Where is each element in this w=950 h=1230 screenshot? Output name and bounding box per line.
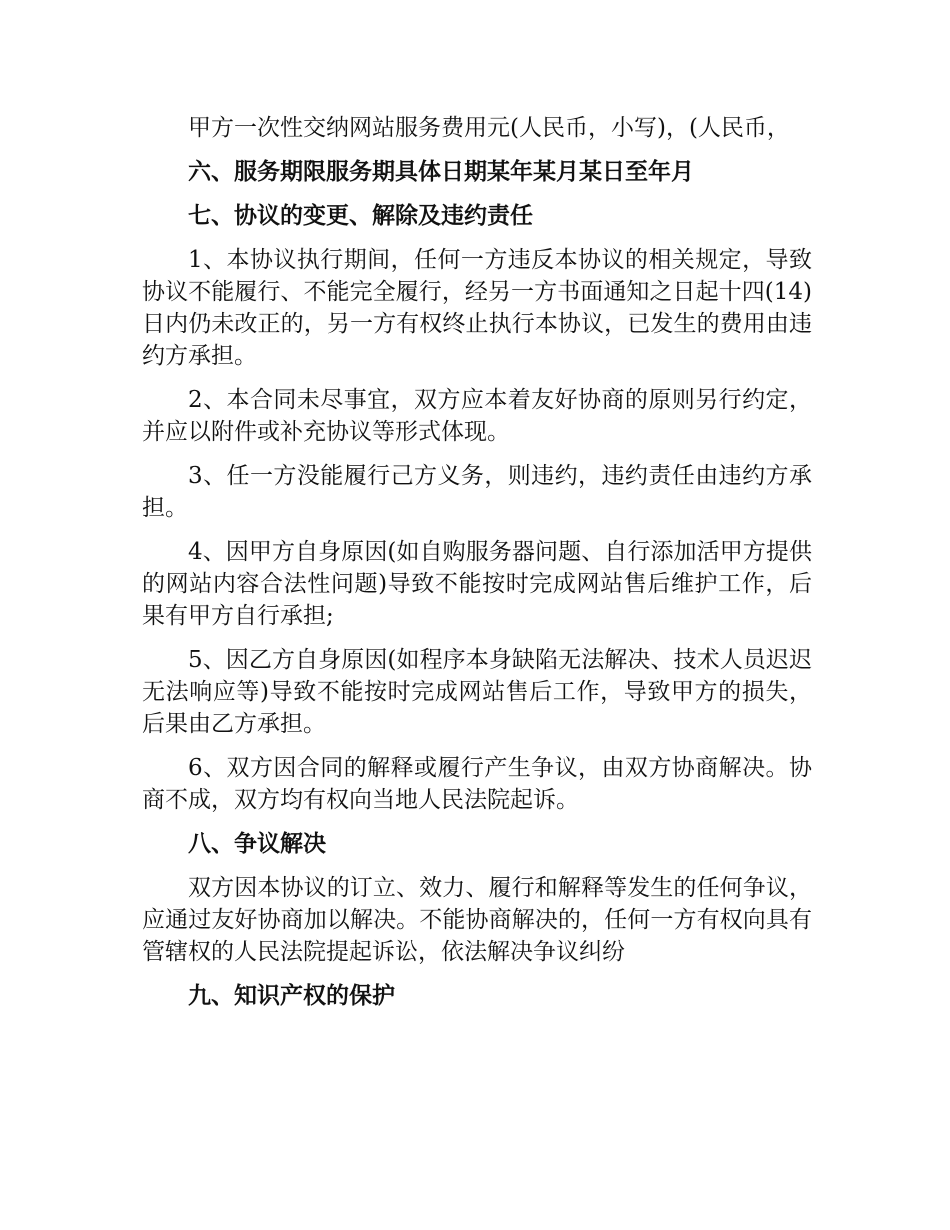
paragraph-fee: 甲方一次性交纳网站服务费用元(人民币，小写)，(人民币， (188, 115, 790, 141)
clause-7-1: 1、本协议执行期间，任何一方违反本协议的相关规定，导致协议不能履行、不能完全履行，经另一方书面通知之日起十四(14)日内仍未改正的，另一方有权终止执行本协议，已发生的费用由违约方承担。 (142, 247, 812, 369)
clause-7-5: 5、因乙方自身原因(如程序本身缺陷无法解决、技术人员迟迟无法响应等)导致不能按时完成网站售后工作，导致甲方的损失，后果由乙方承担。 (142, 647, 812, 737)
clause-8-body: 双方因本协议的订立、效力、履行和解释等发生的任何争议，应通过友好协商加以解决。不能协商解决的，任何一方有权向具有管辖权的人民法院提起诉讼，依法解决争议纠纷 (142, 875, 812, 965)
clause-7-4: 4、因甲方自身原因(如自购服务器问题、自行添加活甲方提供的网站内容合法性问题)导致不能按时完成网站售后维护工作，后果有甲方自行承担; (142, 539, 812, 629)
section-8-heading: 八、争议解决 (188, 830, 326, 857)
clause-7-6: 6、双方因合同的解释或履行产生争议，由双方协商解决。协商不成，双方均有权向当地人民法院起诉。 (142, 755, 812, 813)
section-9-heading: 九、知识产权的保护 (188, 982, 395, 1009)
section-7-heading: 七、协议的变更、解除及违约责任 (188, 202, 533, 229)
clause-7-3: 3、任一方没能履行己方义务，则违约，违约责任由违约方承担。 (142, 463, 812, 521)
section-6-heading: 六、服务期限服务期具体日期某年某月某日至年月 (188, 158, 694, 185)
document-page (142, 112, 812, 1024)
clause-7-2: 2、本合同未尽事宜，双方应本着友好协商的原则另行约定，并应以附件或补充协议等形式体现。 (142, 387, 812, 445)
